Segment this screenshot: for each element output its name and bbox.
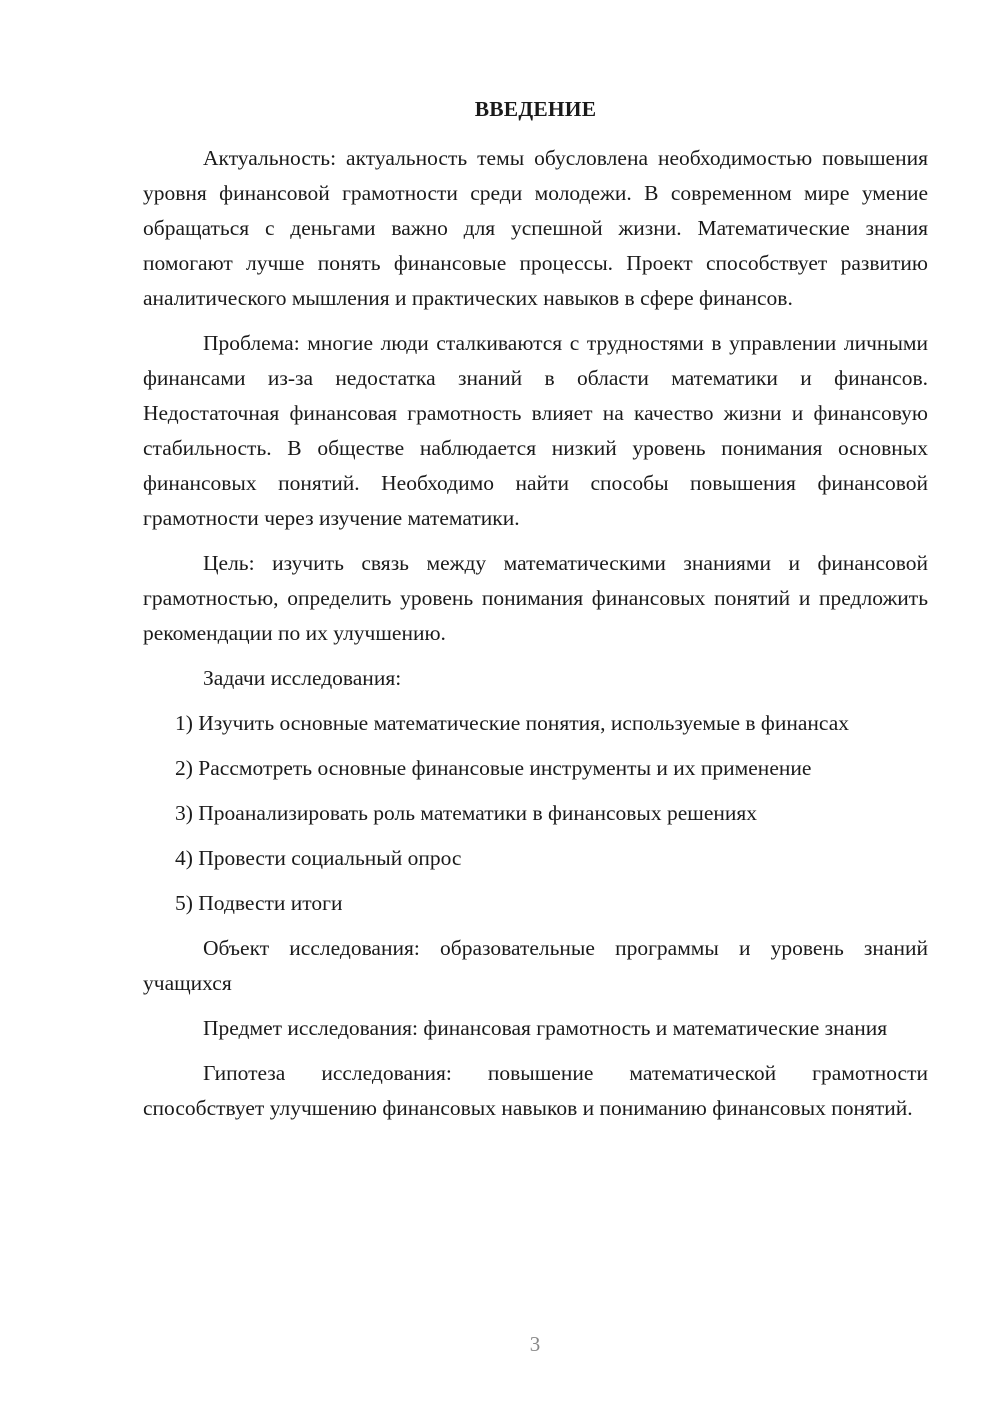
subject-paragraph: Предмет исследования: финансовая грамотность и математические знания <box>203 1016 888 1040</box>
tasks-heading: Задачи исследования: <box>203 666 402 690</box>
list-item: 2) Рассмотреть основные финансовые инструменты и их применение <box>175 756 812 780</box>
object-paragraph: Объект исследования: образовательные программы и уровень знаний учащихся <box>143 936 928 995</box>
hypothesis-paragraph: Гипотеза исследования: повышение математической грамотности способствует улучшению финансовых навыков и пониманию финансовых понятий. <box>143 1061 928 1120</box>
goal-paragraph: Цель: изучить связь между математическими знаниями и финансовой грамотностью, определить уровень понимания финансовых понятий и предложить рекомендации по их улучшению. <box>143 551 928 645</box>
problem-paragraph: Проблема: многие люди сталкиваются с трудностями в управлении личными финансами из-за недостатка знаний в области математики и финансов. Недостаточная финансовая грамотность влияет на качество жизни и финансовую стабильность. В обществе наблюдается низкий уровень понимания основных финансовых понятий. Необходимо найти способы повышения финансовой грамотности через изучение математики. <box>143 331 928 530</box>
page-number: 3 <box>529 1332 541 1356</box>
tasks-list <box>143 706 928 921</box>
relevance-paragraph: Актуальность: актуальность темы обусловлена необходимостью повышения уровня финансовой грамотности среди молодежи. В современном мире умение обращаться с деньгами важно для успешной жизни. Математические знания помогают лучше понять финансовые процессы. Проект способствует развитию аналитического мышления и практических навыков в сфере финансов. <box>143 146 928 310</box>
list-item: 1) Изучить основные математические понятия, используемые в финансах <box>175 711 850 735</box>
page-title: ВВЕДЕНИЕ <box>474 97 597 121</box>
list-item: 3) Проанализировать роль математики в финансовых решениях <box>175 801 758 825</box>
page-content <box>143 92 928 1126</box>
list-item: 5) Подвести итоги <box>175 891 343 915</box>
list-item: 4) Провести социальный опрос <box>175 846 462 870</box>
